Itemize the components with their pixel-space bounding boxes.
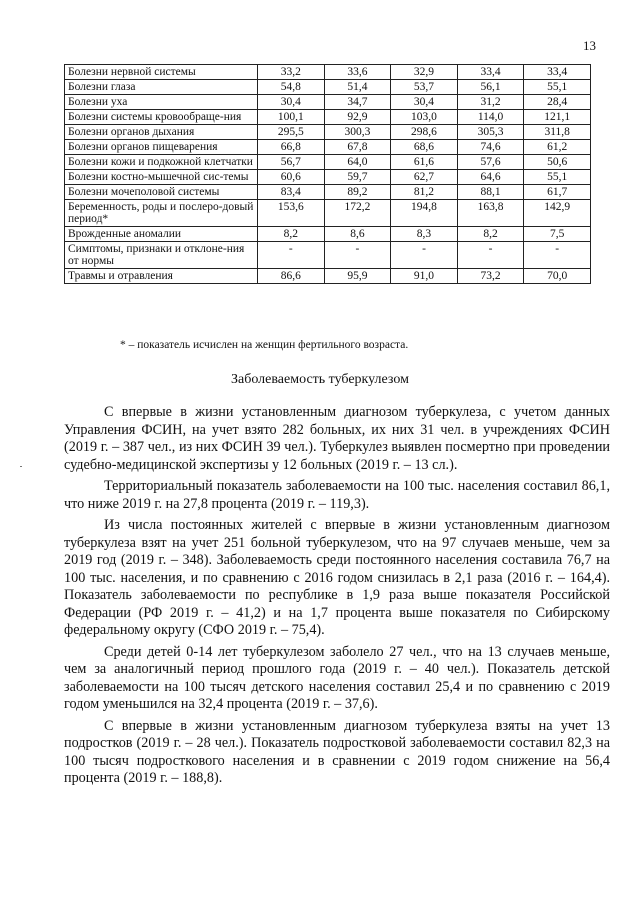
row-label: Болезни глаза: [65, 80, 258, 95]
paragraph: Территориальный показатель заболеваемости на 100 тыс. населения составил 86,1, что ниже 2019 г. на 27,8 процента (2019 г. – 119,3).: [64, 478, 610, 512]
table-cell: 74,6: [457, 140, 524, 155]
table-cell: 56,1: [457, 80, 524, 95]
table-cell: 103,0: [391, 110, 458, 125]
table-cell: 86,6: [258, 269, 325, 284]
row-label: Беременность, роды и послеро-довый период*: [65, 200, 258, 227]
table-cell: 56,7: [258, 155, 325, 170]
table-cell: 73,2: [457, 269, 524, 284]
table-cell: 100,1: [258, 110, 325, 125]
table-row: [65, 155, 591, 170]
table-cell: 30,4: [391, 95, 458, 110]
table-cell: 50,6: [524, 155, 591, 170]
table-cell: 298,6: [391, 125, 458, 140]
table-cell: 88,1: [457, 185, 524, 200]
row-label: Болезни костно-мышечной сис-темы: [65, 170, 258, 185]
margin-mark: [20, 466, 22, 467]
table-cell: 28,4: [524, 95, 591, 110]
table-row: [65, 269, 591, 284]
table-cell: 33,6: [324, 65, 391, 80]
table-cell: 67,8: [324, 140, 391, 155]
table-row: [65, 200, 591, 227]
table-cell: 61,2: [524, 140, 591, 155]
table-cell: 31,2: [457, 95, 524, 110]
paragraph: С впервые в жизни установленным диагнозом туберкулеза взяты на учет 13 подростков (2019 г. – 28 чел.). Показатель подростковой заболеваемости составил 82,3 на 100 тысяч подросткового населения и в сравнении с 2019 годом снижение на 56,4 процента (2019 г. – 188,8).: [64, 717, 610, 786]
row-label: Болезни системы кровообраще-ния: [65, 110, 258, 125]
table-cell: 30,4: [258, 95, 325, 110]
morbidity-table: [64, 64, 591, 284]
table-row: [65, 65, 591, 80]
table-cell: 172,2: [324, 200, 391, 227]
table-cell: 8,6: [324, 227, 391, 242]
table-cell: 295,5: [258, 125, 325, 140]
table-cell: 64,6: [457, 170, 524, 185]
table-cell: 55,1: [524, 80, 591, 95]
table-cell: 62,7: [391, 170, 458, 185]
row-label: Болезни уха: [65, 95, 258, 110]
table-cell: 53,7: [391, 80, 458, 95]
table-cell: 163,8: [457, 200, 524, 227]
table-cell: 311,8: [524, 125, 591, 140]
row-label: Врожденные аномалии: [65, 227, 258, 242]
section-heading: Заболеваемость туберкулезом: [231, 372, 409, 387]
table-cell: 34,7: [324, 95, 391, 110]
table-cell: -: [524, 242, 591, 269]
row-label: Болезни нервной системы: [65, 65, 258, 80]
table-cell: -: [391, 242, 458, 269]
table-row: [65, 110, 591, 125]
table-cell: 68,6: [391, 140, 458, 155]
table-cell: 61,6: [391, 155, 458, 170]
table-cell: 59,7: [324, 170, 391, 185]
table-cell: 8,2: [457, 227, 524, 242]
table-cell: -: [457, 242, 524, 269]
page-number: 13: [583, 38, 596, 53]
row-label: Болезни кожи и подкожной клетчатки: [65, 155, 258, 170]
table-cell: 33,4: [457, 65, 524, 80]
table-cell: 300,3: [324, 125, 391, 140]
table-row: [65, 140, 591, 155]
table-cell: 142,9: [524, 200, 591, 227]
table-row: [65, 170, 591, 185]
table-cell: 7,5: [524, 227, 591, 242]
row-label: Травмы и отравления: [65, 269, 258, 284]
table-row: [65, 242, 591, 269]
table-row: [65, 80, 591, 95]
table-cell: 8,2: [258, 227, 325, 242]
row-label: Болезни органов дыхания: [65, 125, 258, 140]
table-row: [65, 185, 591, 200]
table-cell: 153,6: [258, 200, 325, 227]
table-cell: 114,0: [457, 110, 524, 125]
table-row: [65, 95, 591, 110]
row-label: Болезни органов пищеварения: [65, 140, 258, 155]
table-cell: 83,4: [258, 185, 325, 200]
table-cell: 33,2: [258, 65, 325, 80]
paragraph: Среди детей 0-14 лет туберкулезом заболело 27 чел., что на 13 случаев меньше, чем за аналогичный период прошлого года (2019 г. – 40 чел.). Показатель детской заболеваемости на 100 тысяч детского населения составил 25,4 и по сравнению с 2019 годом уменьшился на 32,4 процента (2019 г. – 37,6).: [64, 643, 610, 712]
table-cell: 81,2: [391, 185, 458, 200]
table-cell: 91,0: [391, 269, 458, 284]
paragraph: С впервые в жизни установленным диагнозом туберкулеза, с учетом данных Управления ФСИН, на учет взято 282 больных, их них 31 чел. в учреждениях ФСИН (2019 г. – 387 чел., из них ФСИН 39 чел.). Туберкулез выявлен посмертно при проведении судебно-медицинской экспертизы у 12 больных (2019 г. – 13 сл.).: [64, 404, 610, 473]
table-cell: 61,7: [524, 185, 591, 200]
table-cell: 54,8: [258, 80, 325, 95]
table-cell: 95,9: [324, 269, 391, 284]
table-cell: 70,0: [524, 269, 591, 284]
table-cell: 32,9: [391, 65, 458, 80]
row-label: Болезни мочеполовой системы: [65, 185, 258, 200]
table-cell: 51,4: [324, 80, 391, 95]
table-row: [65, 227, 591, 242]
table-cell: 8,3: [391, 227, 458, 242]
table-cell: 66,8: [258, 140, 325, 155]
table-cell: 33,4: [524, 65, 591, 80]
table-cell: 60,6: [258, 170, 325, 185]
table-cell: 89,2: [324, 185, 391, 200]
table-cell: 57,6: [457, 155, 524, 170]
row-label: Симптомы, признаки и отклоне-ния от нормы: [65, 242, 258, 269]
table-footnote: * – показатель исчислен на женщин фертильного возраста.: [120, 339, 409, 351]
table-cell: 55,1: [524, 170, 591, 185]
body-text: [64, 404, 610, 792]
table-cell: 121,1: [524, 110, 591, 125]
paragraph: Из числа постоянных жителей с впервые в жизни установленным диагнозом туберкулеза взят на учет 251 больной туберкулезом, что на 97 случаев меньше, чем за 2019 год (2019 г. – 348). Заболеваемость среди постоянного населения составила 76,7 на 100 тыс. населения, и по сравнению с 2016 годом снизилась в 2,1 раза (2016 г. – 164,4). Показатель заболеваемости по республике в 1,9 раза выше показателя Российской Федерации (РФ 2019 г. – 41,2) и на 1,7 процента выше показателя по Сибирскому федеральному округу (СФО 2019 г. – 75,4).: [64, 517, 610, 638]
table-cell: -: [324, 242, 391, 269]
table-cell: 92,9: [324, 110, 391, 125]
table-cell: 194,8: [391, 200, 458, 227]
table-cell: 64,0: [324, 155, 391, 170]
table-row: [65, 125, 591, 140]
table-cell: 305,3: [457, 125, 524, 140]
table-cell: -: [258, 242, 325, 269]
